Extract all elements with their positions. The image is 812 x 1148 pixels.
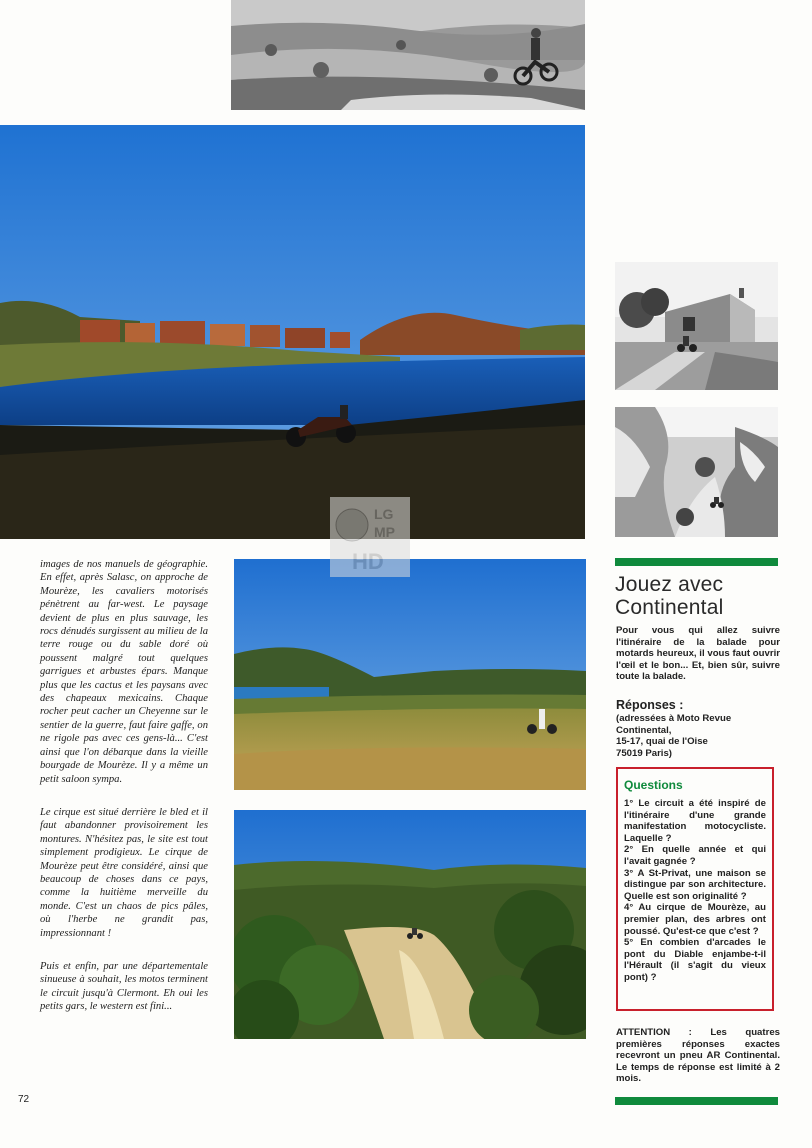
questions-box [616, 767, 774, 1011]
contest-title-line2: Continental [615, 596, 724, 619]
address-line: Continental, [616, 724, 672, 736]
svg-text:HD: HD [352, 549, 384, 574]
address-line: (adressées à Moto Revue [616, 713, 732, 724]
answers-address [616, 713, 780, 759]
photo-lake [0, 125, 585, 539]
answers-title: Réponses : [616, 698, 684, 712]
green-rule-top [615, 558, 778, 566]
address-line: 15-17, quai de l'Oise [616, 736, 708, 748]
article-paragraph-2: Le cirque est situé derrière le bled et il faut abandonner provisoirement les montures. N'hésitez pas, le site est tout simplement prodigieux. Le cirque de Mourèze peut être considéré, ainsi que beaucoup de choses dans ce pays, comme la huitième merveille du monde. C'est un chaos de pics pâles, où l'herbe ne grandit pas, impressionnant ! [40, 806, 208, 939]
address-line: 75019 Paris) [616, 747, 673, 759]
photo-cirque [234, 810, 586, 1039]
question-1: 1° Le circuit a été inspiré de l'itinéraire d'une grande manifestation motocycliste. Laquelle ? [624, 798, 766, 844]
contest-intro: Pour vous qui allez suivre l'itinéraire de la balade pour motards heureux, il vous faut ouvrir l'œil et le bon... Et, bien sûr, suivre toute la balade. [616, 625, 780, 683]
photo-valley [234, 559, 586, 790]
photo-ravine [615, 407, 778, 537]
article-body [40, 558, 208, 1026]
svg-text:MP: MP [374, 524, 395, 540]
photo-top-bw [231, 0, 585, 110]
green-rule-bottom [615, 1097, 778, 1105]
question-2: 2° En quelle année et qui l'avait gagnée ? [624, 844, 766, 867]
contest-title [615, 573, 780, 619]
questions-title: Questions [624, 778, 683, 792]
watermark-logo [330, 497, 410, 577]
question-3: 3° A St-Privat, une maison se distingue par son architecture. Quelle est son originalité ? [624, 867, 766, 902]
article-paragraph-3: Puis et enfin, par une départementale sinueuse à souhait, les motos terminent le circuit jusqu'à Clermont. Eh oui les petits gars, le western est fini... [40, 960, 208, 1013]
page-number: 72 [18, 1094, 30, 1105]
attention-note: ATTENTION : Les quatres premières réponses exactes recevront un pneu AR Continental. Le temps de réponse est limité à 2 mois. [616, 1027, 780, 1085]
question-5: 5° En combien d'arcades le pont du Diable enjambe-t-il l'Hérault (il s'agit du vieux pont) ? [624, 937, 766, 983]
svg-text:LG: LG [374, 506, 394, 522]
contest-title-line1: Jouez avec [615, 573, 724, 596]
photo-stone-house [615, 262, 778, 390]
article-paragraph-1: images de nos manuels de géographie. En effet, après Salasc, on approche de Mourèze, les cavaliers motorisés pénètrent au far-west. Le paysage devient de plus en plus sauvage, les rocs dénudés surgissent au milieu de la terre rouge ou du sable doré où poussent malgré tout quelques garrigues et arbustes épars. Manque plus que les cactus et les paysans avec des chapeaux mexicains. Chaque rocher peut cacher un Cheyenne sur le sentier de la guerre, faut faire gaffe, on ne rigole pas avec ces gens-là... C'est ainsi que l'on débarque dans la vieille bourgade de Mourèze. Il y a même un petit saloon sympa. [40, 559, 208, 785]
question-4: 4° Au cirque de Mourèze, au premier plan, des arbres ont poussé. Qu'est-ce que c'est ? [624, 902, 766, 937]
